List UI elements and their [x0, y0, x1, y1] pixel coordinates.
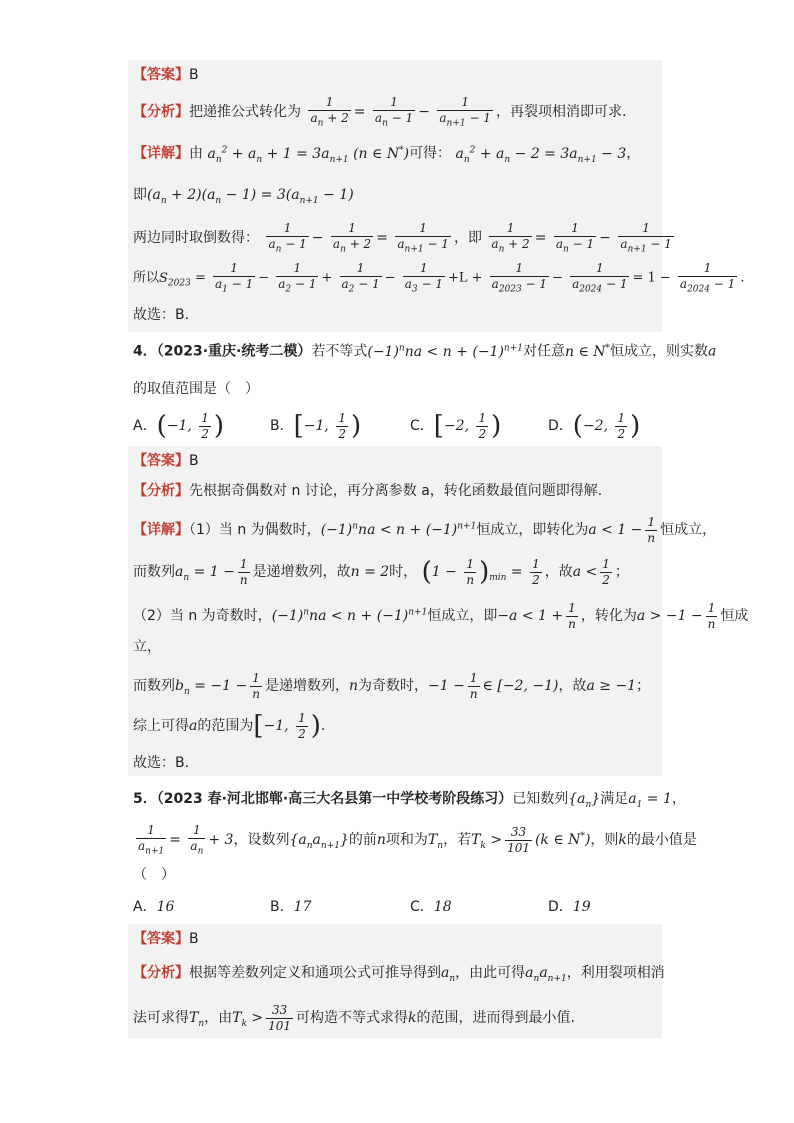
q5-option-c[interactable]: C．18: [410, 899, 452, 915]
q4-detail-line-6: 综上可得a的范围为[−1, $\frac{1}{2}$ ).: [133, 711, 326, 742]
q5-stem-line-1: 5．（2023 春·河北邯郸·高三大名县第一中学校考阶段练习）已知数列$\{a_n\}$满足$a_1 = 1$，: [133, 791, 686, 810]
question-number: 5．: [133, 791, 157, 807]
q3-analysis-line: 【分析】把递推公式转化为 $\frac{1}{a_n + 2}$ = $\frac{1}{a_n - 1}$ − $\frac{1}{a_{n+1} - 1}$ ，再裂项相消即可求.: [133, 95, 627, 128]
q4-detail-line-3: （2）当 n 为奇数时，$(-1)^nna < n + (-1)^{n+1}$恒成立，即−a < 1 + $\frac{1}{n}$ ，转化为a > −1 − $\frac{1}{n}$ 恒成: [133, 601, 749, 631]
formula-fraction: $\frac{1}{a_n + 2}$: [310, 95, 349, 128]
q5-analysis-line-1: 【分析】根据等差数列定义和通项公式可推导得到$a_n$，由此可得$a_na_{n+1}$，利用裂项相消: [133, 965, 665, 984]
q4-detail-line-4: 立，: [133, 639, 161, 655]
question-source: （2023·重庆·统考二模）: [156, 343, 312, 360]
q4-stem-line-2: 的取值范围是（ ）: [133, 381, 259, 397]
formula: $(a_n + 2)(a_n - 1) = 3(a_{n+1} - 1)$: [147, 187, 354, 206]
detail-tag: 【详解】: [133, 145, 189, 162]
q4-option-d[interactable]: D．(−2, $\frac{1}{2}$ ): [548, 411, 641, 442]
q5-option-a[interactable]: A．16: [133, 899, 175, 915]
question-number: 4．: [133, 343, 157, 360]
q4-option-c[interactable]: C．[−2, $\frac{1}{2}$ ): [410, 411, 502, 442]
q5-option-b[interactable]: B．17: [270, 899, 312, 915]
analysis-tag: 【分析】: [133, 104, 189, 121]
q3-reciprocal-line: 两边同时取倒数得： $\frac{1}{a_n - 1}$ − $\frac{1}{a_n + 2}$ = $\frac{1}{a_{n+1} - 1}$ ，即 $\frac{1}{a_n + 2}$ = $\frac{1}{a_n - 1}$ − $\frac{1}{a_{n+1} - 1}$: [133, 221, 672, 254]
q4-answer-line: 【答案】B: [133, 453, 199, 469]
q5-blank: （ ）: [133, 867, 175, 883]
q3-conclusion: 故选：B.: [133, 307, 190, 323]
q3-detail-line: 【详解】由 $a_n^2 + a_n + 1 = 3a_{n+1}$ (n ∈ N*)可得： $a_n^2 + a_n - 2 = 3a_{n+1} - 3$，: [133, 145, 641, 165]
q3-sum-line: 所以$S_{2023}$ = $\frac{1}{a_1 - 1}$ − $\frac{1}{a_2 - 1}$ + $\frac{1}{a_2 - 1}$ − $\frac{1}{a_3 - 1}$ +L + $\frac{1}{a_{2023} - 1}$ − $\frac{1}{a_{2024} - 1}$ = 1 − $\frac{1}{a_{2024} - 1}$ .: [133, 261, 745, 294]
answer-value: B: [189, 67, 199, 83]
q5-option-d[interactable]: D．19: [548, 899, 591, 915]
q3-derivation-line: 即$(a_n + 2)(a_n - 1) = 3(a_{n+1} - 1)$: [133, 187, 354, 206]
q4-stem-line-1: 4．（2023·重庆·统考二模）若不等式$(-1)^nna < n + (-1)^{n+1}$对任意n ∈ N*恒成立，则实数a: [133, 343, 717, 360]
formula: $a_n^2 + a_n + 1 = 3a_{n+1}$ (n ∈ N*): [207, 145, 410, 165]
q4-detail-line-5: 而数列$b_n = -1$ − $\frac{1}{n}$ 是递增数列，n为奇数时，−1 − $\frac{1}{n}$ ∈ [−2, −1)，故a ≥ −1；: [133, 671, 651, 701]
q5-analysis-line-2: 法可求得$T_n$，由$T_k$ > $\frac{33}{101}$ 可构造不等式求得k的范围，进而得到最小值.: [133, 1003, 575, 1033]
question-source: （2023 春·河北邯郸·高三大名县第一中学校考阶段练习）: [156, 791, 513, 807]
q4-option-b[interactable]: B．[−1, $\frac{1}{2}$ ): [270, 411, 362, 442]
q4-detail-line-1: 【详解】（1）当 n 为偶数时，$(-1)^nna < n + (-1)^{n+1}$恒成立，即转化为a < 1 − $\frac{1}{n}$ 恒成立，: [133, 515, 717, 545]
q3-answer-line: [133, 68, 199, 82]
q5-answer-line: 【答案】B: [133, 931, 199, 947]
q4-option-a[interactable]: A．(−1, $\frac{1}{2}$ ): [133, 411, 225, 442]
q4-analysis-line: 【分析】先根据奇偶数对 n 讨论，再分离参数 a，转化函数最值问题即得解.: [133, 483, 603, 499]
q5-stem-line-2: $\frac{1}{a_{n+1}}$ = $\frac{1}{a_n}$ + 3，设数列$\{a_na_{n+1}\}$的前n项和为$T_n$，若$T_k$ > $\frac{33}{101}$ (k ∈ N*)，则k的最小值是: [138, 823, 697, 856]
q4-conclusion: 故选：B.: [133, 755, 190, 771]
q4-detail-line-2: 而数列$a_n = 1$ − $\frac{1}{n}$ 是递增数列，故n = 2时， (1 − $\frac{1}{n}$ )$_{min}$ = $\frac{1}{2}$ ，故a < $\frac{1}{2}$ ；: [133, 557, 629, 588]
answer-tag: 【答案】: [133, 67, 189, 83]
